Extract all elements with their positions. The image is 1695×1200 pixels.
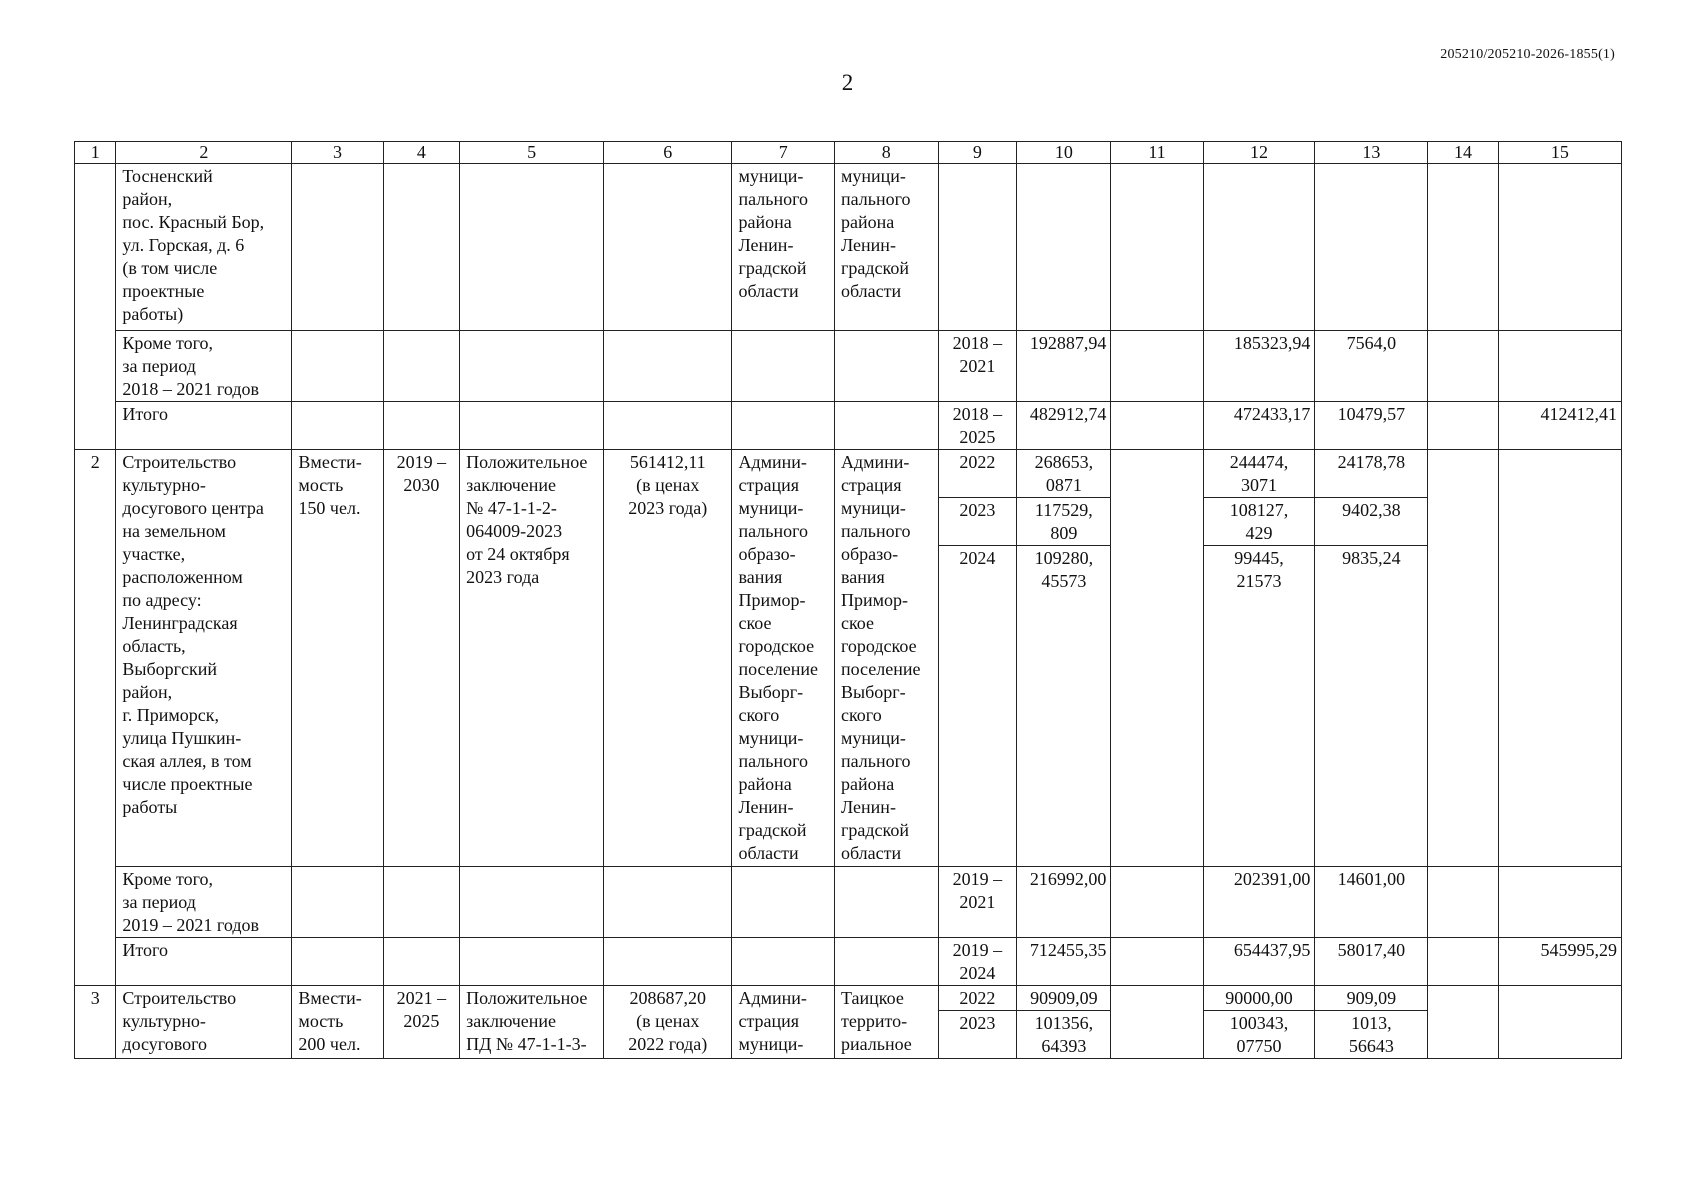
value-col13: 7564,0: [1315, 331, 1428, 402]
value-col13: 1013, 56643: [1315, 1011, 1428, 1059]
value-col12: 244474, 3071: [1203, 450, 1315, 498]
value-col12: 654437,95: [1203, 938, 1315, 986]
extra-label: Кроме того, за период 2019 – 2021 годов: [116, 867, 292, 938]
customer-cell: муници- пального района Ленин- градской области: [732, 164, 835, 331]
value-col13: 909,09: [1315, 986, 1428, 1011]
value-col13: 10479,57: [1315, 402, 1428, 450]
value-col13: 24178,78: [1315, 450, 1428, 498]
value-col10: 117529, 809: [1017, 498, 1111, 546]
value-col10: 216992,00: [1017, 867, 1111, 938]
year-cell: 2023: [938, 1011, 1017, 1059]
value-col10: 268653, 0871: [1017, 450, 1111, 498]
col-header-13: 13: [1315, 142, 1428, 164]
value-col10: 482912,74: [1017, 402, 1111, 450]
expertise-conclusion: Положительное заключение № 47-1-1-2- 064009-2023 от 24 октября 2023 года: [460, 450, 604, 867]
year-cell: 2022: [938, 986, 1017, 1011]
value-col12: 202391,00: [1203, 867, 1315, 938]
value-col10: 712455,35: [1017, 938, 1111, 986]
col-header-10: 10: [1017, 142, 1111, 164]
col-header-12: 12: [1203, 142, 1315, 164]
col-header-2: 2: [116, 142, 292, 164]
capacity-cell: Вмести- мость 200 чел.: [292, 986, 383, 1059]
customer-cell: Админи- страция муници-: [732, 986, 835, 1059]
value-col13: 9835,24: [1315, 546, 1428, 867]
value-col12: 90000,00: [1203, 986, 1315, 1011]
value-col12: 100343, 07750: [1203, 1011, 1315, 1059]
customer-cell: Админи- страция муници- пального образо- вания Примор- ское городское поселение Выборг- ского муници- пального района Ленин- градской области: [732, 450, 835, 867]
period-cell: 2018 – 2025: [938, 402, 1017, 450]
object-name: Строительство культурно- досугового: [116, 986, 292, 1059]
total-label: Итого: [116, 938, 292, 986]
developer-cell: Админи- страция муници- пального образо- вания Примор- ское городское поселение Выборг- ского муници- пального района Ленин- градской области: [834, 450, 938, 867]
value-col12: 108127, 429: [1203, 498, 1315, 546]
expertise-conclusion: Положительное заключение ПД № 47-1-1-3-: [460, 986, 604, 1059]
column-number-row: [75, 142, 1622, 164]
value-col13: 58017,40: [1315, 938, 1428, 986]
col-header-4: 4: [383, 142, 460, 164]
value-col10: 101356, 64393: [1017, 1011, 1111, 1059]
table-row: [75, 402, 1622, 450]
table-row: [75, 938, 1622, 986]
object-name: Тосненский район, пос. Красный Бор, ул. Горская, д. 6 (в том числе проектные работы): [116, 164, 292, 331]
capacity-cell: Вмести- мость 150 чел.: [292, 450, 383, 867]
estimated-cost: 561412,11 (в ценах 2023 года): [604, 450, 732, 867]
value-col10: 109280, 45573: [1017, 546, 1111, 867]
year-cell: 2023: [938, 498, 1017, 546]
table-row: [75, 331, 1622, 402]
col-header-15: 15: [1498, 142, 1621, 164]
col-header-6: 6: [604, 142, 732, 164]
row-number-cell: 2: [75, 450, 116, 986]
table-row: [75, 164, 1622, 331]
value-col10: 90909,09: [1017, 986, 1111, 1011]
year-cell: 2022: [938, 450, 1017, 498]
extra-label: Кроме того, за период 2018 – 2021 годов: [116, 331, 292, 402]
value-col10: 192887,94: [1017, 331, 1111, 402]
period-cell: 2019 – 2021: [938, 867, 1017, 938]
col-header-7: 7: [732, 142, 835, 164]
col-header-9: 9: [938, 142, 1017, 164]
developer-cell: Таицкое террито- риальное: [834, 986, 938, 1059]
col-header-8: 8: [834, 142, 938, 164]
year-cell: 2024: [938, 546, 1017, 867]
table-row: [75, 450, 1622, 498]
value-col13: 9402,38: [1315, 498, 1428, 546]
col-header-3: 3: [292, 142, 383, 164]
value-col12: 99445, 21573: [1203, 546, 1315, 867]
value-col13: 14601,00: [1315, 867, 1428, 938]
value-col12: 472433,17: [1203, 402, 1315, 450]
object-name: Строительство культурно- досугового центра на земельном участке, расположенном по адресу: Ленинградская область, Выборгский район, г. Приморск, улица Пушкин- ская аллея, в том числе проектные работы: [116, 450, 292, 867]
table-row: [75, 986, 1622, 1011]
page-number: 2: [841, 70, 854, 95]
estimated-cost: 208687,20 (в ценах 2022 года): [604, 986, 732, 1059]
row-number-cell: 3: [75, 986, 116, 1059]
value-col15: 545995,29: [1498, 938, 1621, 986]
construction-period: 2019 – 2030: [383, 450, 460, 867]
value-col12: 185323,94: [1203, 331, 1315, 402]
col-header-14: 14: [1428, 142, 1498, 164]
construction-period: 2021 – 2025: [383, 986, 460, 1059]
investment-table: [74, 141, 1622, 1059]
period-cell: 2019 – 2024: [938, 938, 1017, 986]
col-header-5: 5: [460, 142, 604, 164]
value-col15: 412412,41: [1498, 402, 1621, 450]
col-header-11: 11: [1111, 142, 1203, 164]
total-label: Итого: [116, 402, 292, 450]
col-header-1: 1: [75, 142, 116, 164]
period-cell: 2018 – 2021: [938, 331, 1017, 402]
document-id: 205210/205210-2026-1855(1): [1440, 47, 1615, 62]
row-number-cell: [75, 164, 116, 450]
developer-cell: муници- пального района Ленин- градской области: [834, 164, 938, 331]
table-row: [75, 867, 1622, 938]
